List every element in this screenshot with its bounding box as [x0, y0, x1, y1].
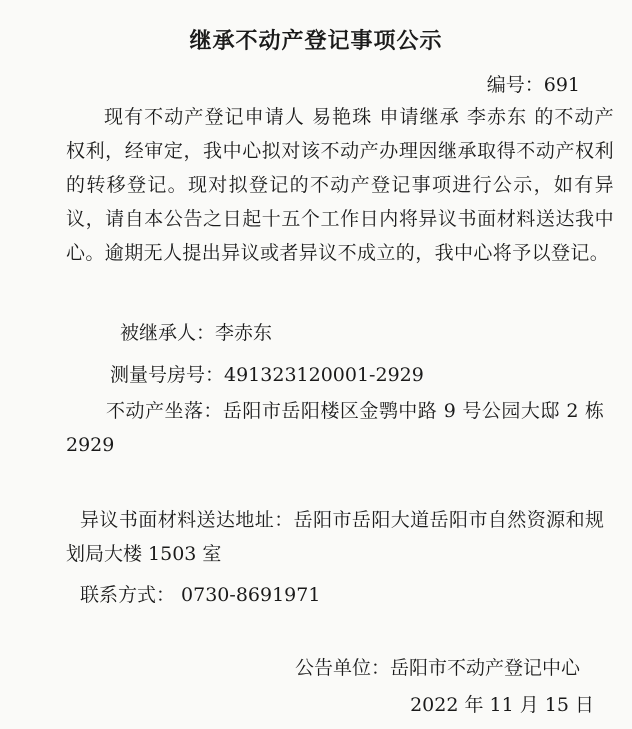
issuer-field: 公告单位：岳阳市不动产登记中心 — [294, 657, 580, 679]
notice-title: 继承不动产登记事项公示 — [189, 29, 443, 54]
survey-number-field: 测量号房号：491323120001-2929 — [110, 364, 424, 386]
decedent-field: 被继承人：李赤东 — [120, 322, 273, 344]
objection-address-field: 异议书面材料送达地址：岳阳市岳阳大道岳阳市自然资源和规划局大楼 1503 室 — [66, 509, 604, 565]
property-location-field: 不动产坐落：岳阳市岳阳楼区金鹗中路 9 号公园大邸 2 栋 2929 — [66, 400, 604, 456]
notice-body: 现有不动产登记申请人 易艳珠 申请继承 李赤东 的不动产权利，经审定，我中心拟对该不动产办理因继承取得不动产权利的转移登记。现对拟登记的不动产登记事项进行公示，如有异议，请自本公告之日起十五个工作日内将异议书面材料送达我中心。逾期无人提出异议或者异议不成立的，我中心将予以登记。 — [66, 106, 614, 264]
notice-number: 编号：691 — [486, 74, 580, 96]
contact-field: 联系方式： 0730-8691971 — [80, 584, 321, 606]
notice-date: 2022 年 11 月 15 日 — [410, 694, 594, 716]
